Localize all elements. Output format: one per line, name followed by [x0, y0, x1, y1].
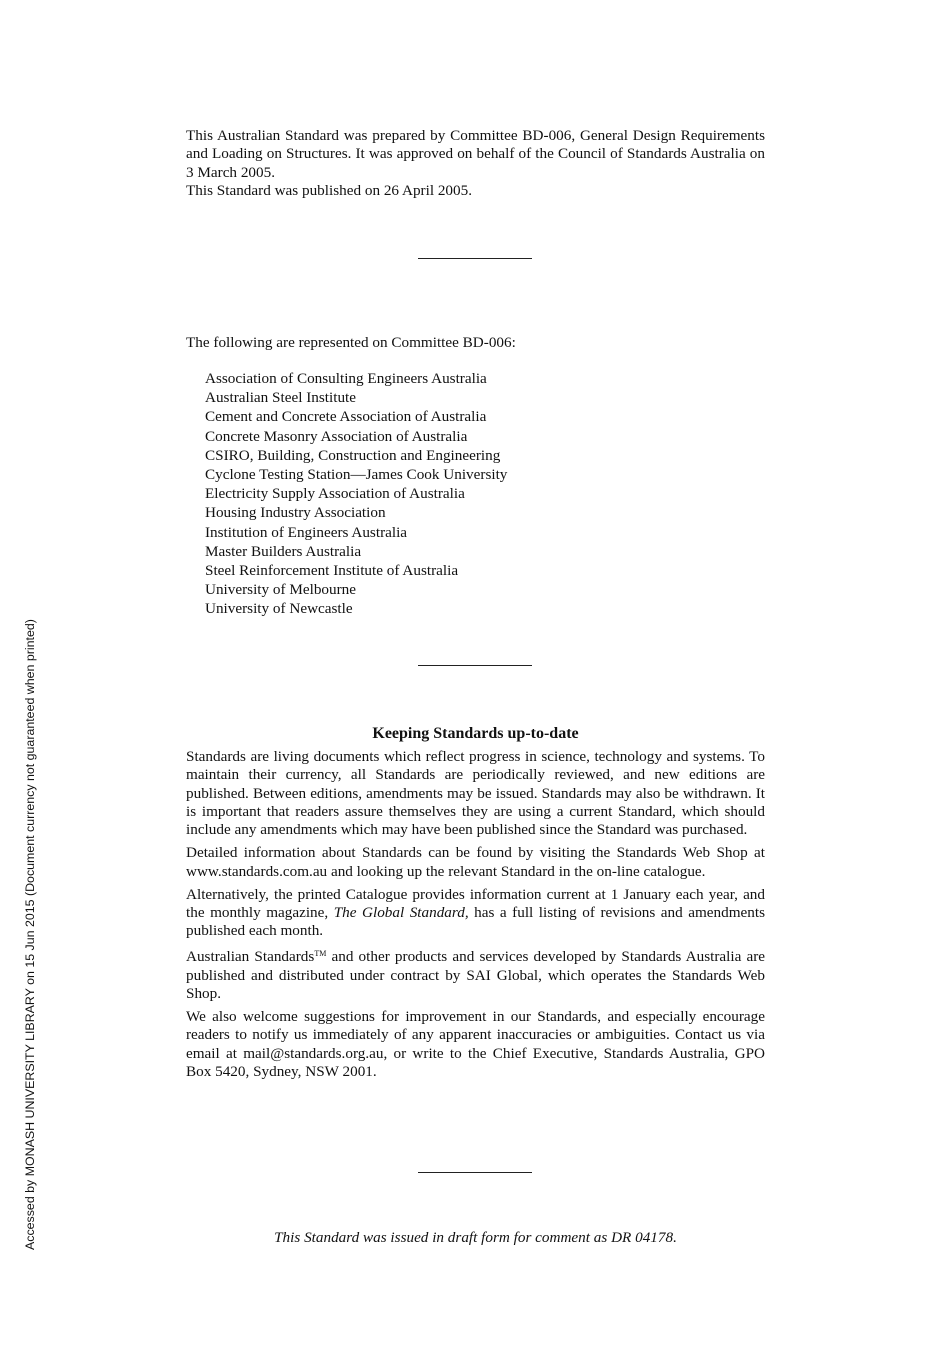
- committee-member: Electricity Supply Association of Australia: [205, 485, 465, 503]
- catalogue-text: Alternatively, the printed Catalogue provides information current at 1 January each year, and the monthly magazine,: [186, 885, 765, 921]
- paragraph-catalogue: [186, 886, 765, 941]
- approval-block: [186, 127, 765, 200]
- committee-member: Cyclone Testing Station—James Cook University: [205, 466, 508, 484]
- catalogue-text-end: has a full listing of revisions and amendments published each month.: [186, 903, 766, 940]
- section-divider: [418, 665, 532, 666]
- sai-global-text: and other products and services developed by Standards Australia are published and distributed under contract by SAI Global, which operates the Standards Web Shop.: [186, 948, 765, 1002]
- magazine-title: The Global Standard,: [333, 903, 469, 921]
- committee-member: Master Builders Australia: [205, 542, 362, 560]
- section-divider: [418, 258, 532, 259]
- committee-intro: The following are represented on Committee BD-006:: [186, 334, 516, 351]
- committee-intro-block: [186, 334, 765, 352]
- paragraph-web-shop: Detailed information about Standards can be found by visiting the Standards Web Shop at www.standards.com.au and looking up the relevant Standard in the on-line catalogue.: [186, 844, 765, 880]
- committee-member: CSIRO, Building, Construction and Engineering: [205, 446, 501, 464]
- keeping-standards-body: [186, 748, 765, 1086]
- draft-notice: This Standard was issued in draft form for comment as DR 04178.: [274, 1229, 677, 1246]
- committee-member: Association of Consulting Engineers Australia: [205, 370, 487, 387]
- committee-member-list: [205, 369, 507, 619]
- access-watermark: Accessed by MONASH UNIVERSITY LIBRARY on 15 Jun 2015 (Document currency not guaranteed when printed): [23, 619, 37, 1250]
- paragraph-living-documents: Standards are living documents which reflect progress in science, technology and systems. To maintain their currency, all Standards are periodically reviewed, and new editions are published. Between editions, amendments may be issued. Standards may also be withdrawn. It is important that readers assure themselves they are using a current Standard, which should include any amendments which may have been published since the Standard was purchased.: [186, 748, 765, 839]
- committee-member: Cement and Concrete Association of Australia: [205, 408, 487, 426]
- committee-member: Housing Industry Association: [205, 504, 386, 522]
- committee-member: University of Newcastle: [205, 600, 353, 618]
- committee-member: Concrete Masonry Association of Australia: [205, 427, 468, 445]
- approval-text: This Australian Standard was prepared by Committee BD-006, General Design Requirements and Loading on Structures. It was approved on behalf of the Council of Standards Australia on 3 March 2005.: [186, 127, 765, 181]
- committee-member: Institution of Engineers Australia: [205, 523, 408, 541]
- paragraph-sai-global: [186, 945, 765, 1003]
- paragraph-suggestions: We also welcome suggestions for improvement in our Standards, and especially encourage readers to notify us immediately of any apparent inaccuracies or ambiguities. Contact us via email at mail@standards.org.au, or write to the Chief Executive, Standards Australia, GPO Box 5420, Sydney, NSW 2001.: [186, 1008, 765, 1080]
- committee-member: Steel Reinforcement Institute of Australia: [205, 562, 459, 580]
- committee-member: University of Melbourne: [205, 581, 356, 599]
- trademark-mark: TM: [314, 949, 327, 959]
- brand-text: Australian Standards: [186, 948, 315, 966]
- keeping-standards-heading: Keeping Standards up-to-date: [372, 725, 579, 742]
- publication-date-text: This Standard was published on 26 April 2005.: [186, 181, 473, 199]
- committee-member: Australian Steel Institute: [205, 389, 356, 407]
- section-divider: [418, 1172, 532, 1173]
